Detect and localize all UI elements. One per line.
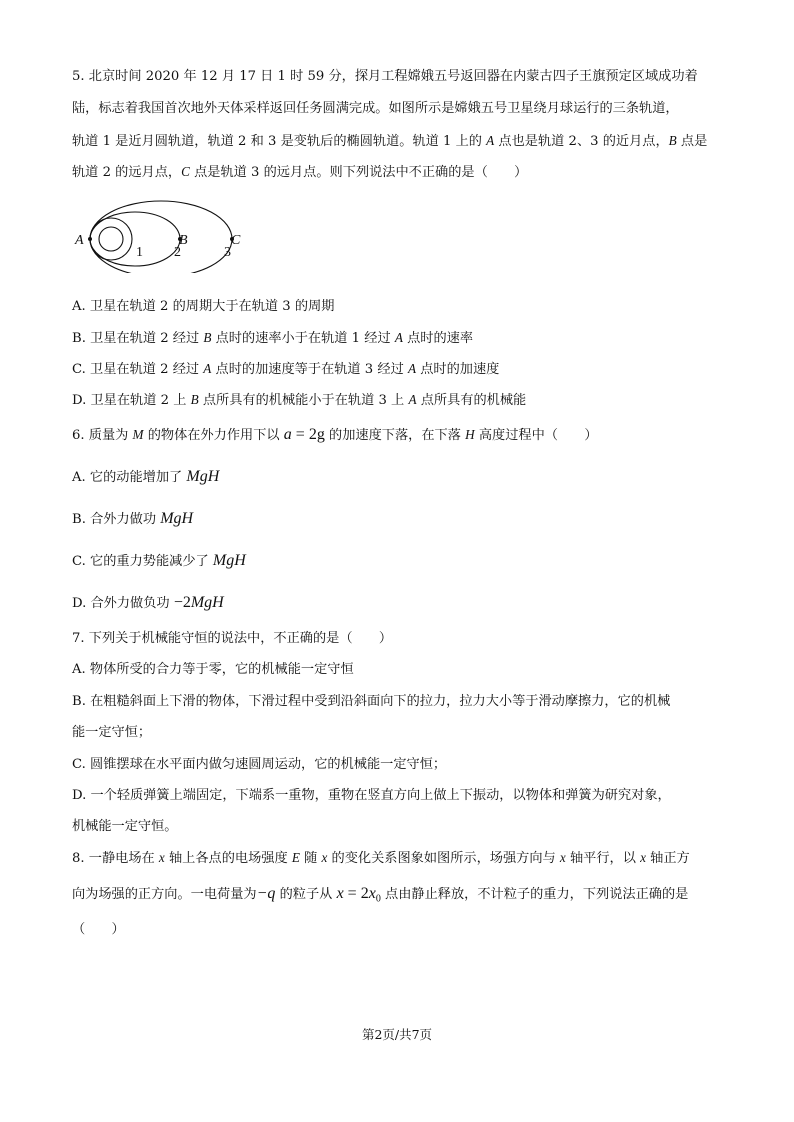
q8-text: 向为场强的正方向。一电荷量为 (72, 887, 257, 902)
q6-option-b-math: MgH (160, 510, 194, 527)
q7-option-a[interactable]: A. 物体所受的合力等于零，它的机械能一定守恒 (72, 662, 354, 677)
q6-option-c[interactable] (72, 552, 246, 571)
q5-text: 轨道 2 的远月点， (72, 165, 182, 180)
q6-option-b[interactable] (72, 510, 193, 529)
q5-stem-line-2: 陆，标志着我国首次地外天体采样返回任务圆满完成。如图所示是嫦娥五号卫星绕月球运行的三条轨道， (72, 101, 679, 116)
q8-stem-line-1 (72, 849, 690, 868)
q6-text: 的加速度下落，在下落 (324, 428, 466, 443)
q7-option-b-cont: 能一定守恒； (72, 725, 152, 740)
q8-charge: −q (256, 885, 276, 902)
point-a-dot (88, 237, 92, 241)
q6-accel-symbol: a (283, 426, 292, 443)
q6-option-a-math: MgH (186, 468, 220, 485)
q8-text: 轴上各点的电场强度 (164, 851, 292, 866)
q6-option-d-minus: −2 (173, 594, 191, 611)
q5-option-c-text: C. 卫星在轨道 2 经过 (72, 362, 204, 377)
q5-stem-line-3 (72, 132, 707, 151)
q5-text: 点是轨道 3 的远月点。则下列说法中不正确的是（ ） (189, 165, 528, 180)
q5-point-b: B (668, 133, 677, 148)
q8-text: 随 (299, 851, 322, 866)
q5-option-c-point: A (407, 361, 417, 376)
q8-text: 8. 一静电场在 (72, 851, 159, 866)
q5-option-b-text: 点时的速率小于在轨道 1 经过 (211, 331, 395, 346)
q5-point-a: A (486, 133, 495, 148)
q8-text: 点由静止释放，不计粒子的重力，下列说法正确的是 (380, 887, 689, 902)
q6-text: 的物体在外力作用下以 (143, 428, 284, 443)
q5-option-d-text: D. 卫星在轨道 2 上 (72, 393, 191, 408)
q6-height: H (465, 427, 475, 442)
orbit-1 (90, 218, 132, 260)
q6-option-c-math: MgH (212, 552, 246, 569)
label-c: C (231, 233, 241, 248)
q8-text: 轴正方 (645, 851, 690, 866)
q8-eq: = 2 (343, 885, 369, 902)
q6-option-a-text: A. 它的动能增加了 (72, 470, 187, 485)
q7-option-d-cont: 机械能一定守恒。 (72, 819, 178, 834)
moon (99, 227, 123, 251)
q8-stem-line-3: （ ） (72, 922, 125, 937)
q7-option-c[interactable]: C. 圆锥摆球在水平面内做匀速圆周运动，它的机械能一定守恒； (72, 757, 447, 772)
orbit-diagram (70, 195, 260, 273)
q8-text: 的变化关系图象如图所示，场强方向与 (327, 851, 560, 866)
q8-text: 轴平行，以 (565, 851, 641, 866)
q5-option-b-point: A (394, 330, 403, 345)
q8-var: x (640, 850, 646, 865)
q8-var: x (158, 850, 165, 865)
q5-option-c-text: 点时的加速度 (416, 362, 500, 377)
label-orbit-1: 1 (136, 245, 143, 260)
q8-stem-line-2 (72, 885, 688, 909)
q6-option-d-text: D. 合外力做负功 (72, 596, 174, 611)
q6-accel-value: = 2g (291, 426, 325, 443)
q5-point-c: C (181, 164, 190, 179)
q6-mass: M (132, 427, 144, 442)
q8-var: x (368, 885, 376, 902)
q8-var: x (559, 850, 566, 865)
q5-option-d-point: A (408, 392, 417, 407)
q8-var: E (291, 850, 300, 865)
q8-subscript: 0 (375, 893, 381, 905)
q7-option-b[interactable]: B. 在粗糙斜面上下滑的物体，下滑过程中受到沿斜面向下的拉力，拉力大小等于滑动摩擦力，它的机械 (72, 694, 671, 709)
q5-option-c-text: 点时的加速度等于在轨道 3 经过 (211, 362, 408, 377)
q5-option-b-text: B. 卫星在轨道 2 经过 (72, 331, 204, 346)
q8-var: x (321, 850, 328, 865)
q5-text: 点也是轨道 2、3 的近月点， (494, 134, 669, 149)
q5-option-d-text: 点所具有的机械能 (416, 393, 527, 408)
q5-option-d-point: B (190, 392, 199, 407)
q5-option-b[interactable] (72, 329, 473, 348)
label-orbit-2: 2 (174, 245, 181, 260)
q6-stem (72, 426, 598, 445)
q8-var: x (336, 885, 344, 902)
q5-option-b-text: 点时的速率 (402, 331, 474, 346)
q5-option-c[interactable] (72, 360, 499, 379)
q5-option-c-point: A (203, 361, 212, 376)
q5-option-b-point: B (203, 330, 212, 345)
q6-option-a[interactable] (72, 468, 219, 487)
q8-text: 的粒子从 (275, 887, 337, 902)
q5-stem-line-4 (72, 163, 527, 182)
q6-option-d-math: MgH (190, 594, 224, 611)
q5-option-d[interactable] (72, 391, 526, 410)
label-a: A (75, 233, 84, 248)
label-b: B (179, 233, 188, 248)
q6-option-d[interactable] (72, 594, 224, 613)
page-number: 第2页/共7页 (361, 1027, 433, 1042)
orbit-2 (90, 212, 180, 266)
q7-stem: 7. 下列关于机械能守恒的说法中，不正确的是（ ） (72, 631, 393, 646)
q5-option-a[interactable]: A. 卫星在轨道 2 的周期大于在轨道 3 的周期 (72, 299, 335, 314)
label-orbit-3: 3 (224, 245, 231, 260)
q6-text: 高度过程中（ ） (474, 428, 598, 443)
q5-option-d-text: 点所具有的机械能小于在轨道 3 上 (198, 393, 409, 408)
q6-option-b-text: B. 合外力做功 (72, 512, 161, 527)
q6-text: 6. 质量为 (72, 428, 133, 443)
q5-stem-line-1: 5. 北京时间 2020 年 12 月 17 日 1 时 59 分，探月工程嫦娥五号返回器在内蒙古四子王旗预定区域成功着 (72, 69, 698, 84)
q5-text: 轨道 1 是近月圆轨道，轨道 2 和 3 是变轨后的椭圆轨道。轨道 1 上的 (72, 134, 487, 149)
q7-option-d[interactable]: D. 一个轻质弹簧上端固定，下端系一重物，重物在竖直方向上做上下振动，以物体和弹簧为研究对象， (72, 788, 671, 803)
q5-text: 点是 (676, 134, 708, 149)
q6-option-c-text: C. 它的重力势能减少了 (72, 554, 213, 569)
